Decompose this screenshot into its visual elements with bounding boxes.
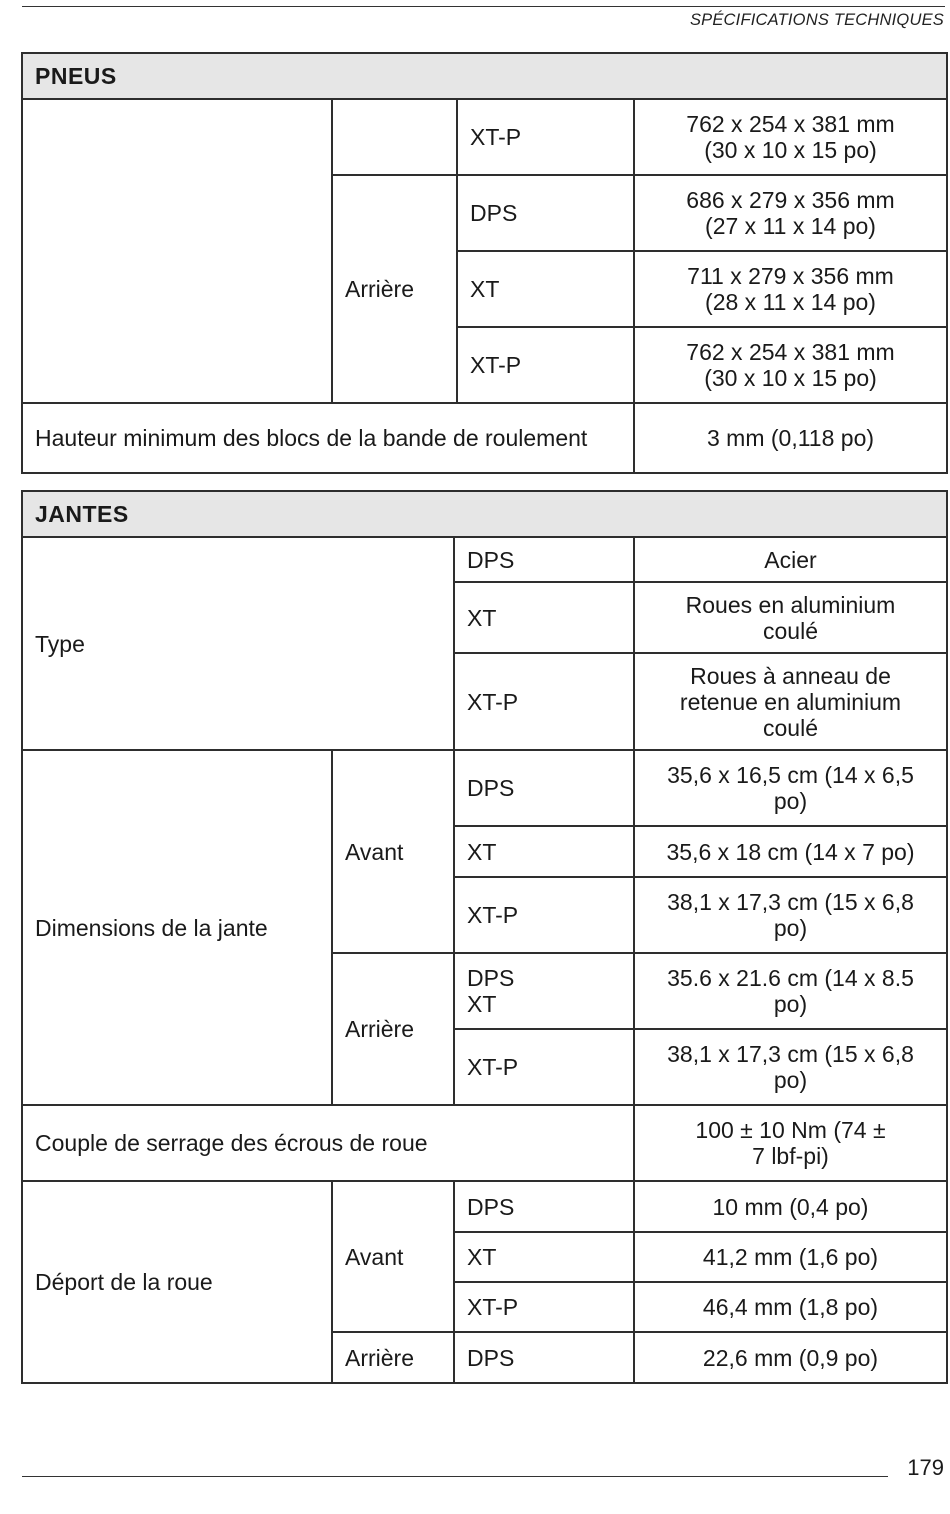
wheel-offset-model: XT-P	[454, 1282, 634, 1332]
rim-type-value: Acier	[634, 537, 947, 582]
rim-size-value: 38,1 x 17,3 cm (15 x 6,8 po)	[634, 1029, 947, 1105]
jantes-table	[21, 490, 948, 1384]
rim-size-model: XT-P	[454, 877, 634, 953]
pneus-position-rear: Arrière	[332, 175, 457, 403]
pneus-model: DPS	[457, 175, 634, 251]
jantes-title: JANTES	[22, 491, 947, 537]
wheel-offset-value: 22,6 mm (0,9 po)	[634, 1332, 947, 1383]
rim-size-value: 35.6 x 21.6 cm (14 x 8.5 po)	[634, 953, 947, 1029]
rim-size-label: Dimensions de la jante	[22, 750, 332, 1105]
rim-size-front-label: Avant	[332, 750, 454, 953]
rim-type-label: Type	[22, 537, 454, 750]
wheel-offset-model: DPS	[454, 1332, 634, 1383]
rim-size-rear-label: Arrière	[332, 953, 454, 1105]
wheel-offset-model: XT	[454, 1232, 634, 1282]
pneus-size: 686 x 279 x 356 mm (27 x 11 x 14 po)	[634, 175, 947, 251]
tread-depth-value: 3 mm (0,118 po)	[634, 403, 947, 473]
pneus-model: XT-P	[457, 327, 634, 403]
page-number: 179	[907, 1455, 944, 1480]
pneus-table	[21, 52, 948, 474]
rim-size-model: XT-P	[454, 1029, 634, 1105]
rim-size-model: DPS XT	[454, 953, 634, 1029]
top-rule	[22, 6, 945, 7]
pneus-title: PNEUS	[22, 53, 947, 99]
rim-type-model: XT	[454, 582, 634, 653]
wheel-offset-rear-label: Arrière	[332, 1332, 454, 1383]
pneus-size: 762 x 254 x 381 mm (30 x 10 x 15 po)	[634, 327, 947, 403]
tread-depth-label: Hauteur minimum des blocs de la bande de roulement	[22, 403, 634, 473]
wheel-offset-value: 10 mm (0,4 po)	[634, 1181, 947, 1232]
rim-size-value: 35,6 x 16,5 cm (14 x 6,5 po)	[634, 750, 947, 826]
rim-size-model: DPS	[454, 750, 634, 826]
pneus-model: XT	[457, 251, 634, 327]
pneus-position-empty	[332, 99, 457, 175]
rim-type-model: DPS	[454, 537, 634, 582]
wheel-nut-torque-value: 100 ± 10 Nm (74 ± 7 lbf-pi)	[634, 1105, 947, 1181]
wheel-offset-label: Déport de la roue	[22, 1181, 332, 1383]
rim-type-value: Roues en aluminium coulé	[634, 582, 947, 653]
bottom-rule	[22, 1476, 888, 1477]
wheel-offset-value: 41,2 mm (1,6 po)	[634, 1232, 947, 1282]
pneus-model: XT-P	[457, 99, 634, 175]
pneus-size: 762 x 254 x 381 mm (30 x 10 x 15 po)	[634, 99, 947, 175]
wheel-offset-value: 46,4 mm (1,8 po)	[634, 1282, 947, 1332]
running-title: SPÉCIFICATIONS TECHNIQUES	[689, 11, 944, 29]
rim-size-value: 35,6 x 18 cm (14 x 7 po)	[634, 826, 947, 877]
rim-type-value: Roues à anneau de retenue en aluminium coulé	[634, 653, 947, 750]
wheel-offset-model: DPS	[454, 1181, 634, 1232]
wheel-nut-torque-label: Couple de serrage des écrous de roue	[22, 1105, 634, 1181]
rim-size-model: XT	[454, 826, 634, 877]
pneus-blank-cell	[22, 99, 332, 403]
wheel-offset-front-label: Avant	[332, 1181, 454, 1332]
rim-type-model: XT-P	[454, 653, 634, 750]
pneus-size: 711 x 279 x 356 mm (28 x 11 x 14 po)	[634, 251, 947, 327]
rim-size-value: 38,1 x 17,3 cm (15 x 6,8 po)	[634, 877, 947, 953]
